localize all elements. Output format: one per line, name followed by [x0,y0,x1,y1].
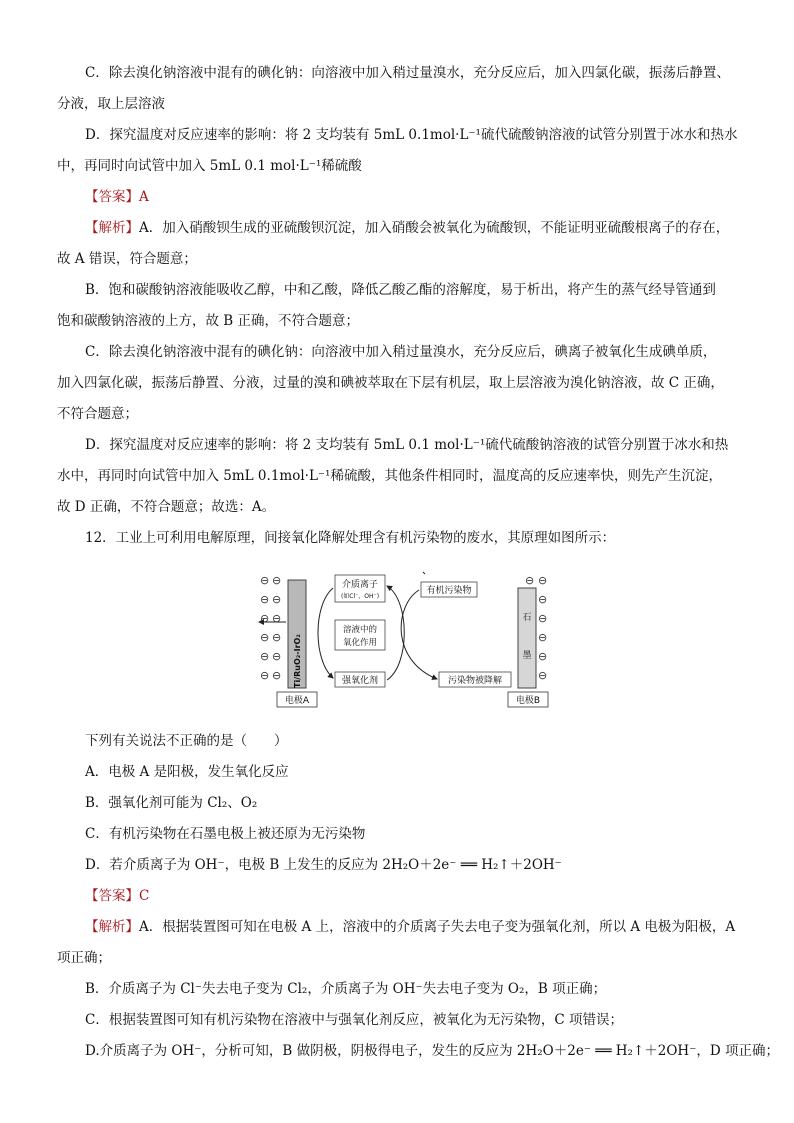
minus-sign-icon: ⊖ [260,574,270,587]
text-content: D.介质离子为 OH⁻，分析可知，B 做阴极，阴极得电子，发生的反应为 2H₂O＋2e⁻ ══ H₂↑＋2OH⁻，D 项正确； [85,1043,779,1059]
minus-sign-icon: ⊖ [260,593,270,606]
oxidation-line2: 氧化作用 [342,638,378,648]
minus-sign-icon: ⊖ [538,612,548,625]
electrode-b-material-top: 石 [522,613,532,623]
minus-sign-icon: ⊖ [272,650,282,663]
minus-sign-icon: ⊖ [538,593,548,606]
minus-sign-icon: ⊖ [272,593,282,606]
text-content: 饱和碳酸钠溶液的上方，故 B 正确，不符合题意； [57,313,360,329]
text-line-l3 [85,125,775,145]
text-content: 故 A 错误，符合题意； [57,251,197,267]
medium-ions-sub: (如Cl⁻、OH⁻) [340,593,380,600]
text-content: A．加入硝酸钡生成的亚硫酸钡沉淀，加入硝酸会被氧化为硫酸钡，不能证明亚硫酸根离子的存在， [139,220,730,236]
text-content: B．介质离子为 Cl⁻失去电子变为 Cl₂，介质离子为 OH⁻失去电子变为 O₂，B 项正确； [85,981,607,997]
electrode-b-label: 电极B [515,696,541,706]
text-line-l8 [85,280,775,300]
minus-sign-icon: ⊖ [260,669,270,682]
text-line-l18 [85,762,775,782]
minus-sign-icon: ⊖ [260,631,270,644]
electrolysis-diagram [255,570,555,715]
text-line-l25 [85,979,775,999]
pollutant-degraded-label: 污染物被降解 [447,676,503,686]
electrode-b-charges [538,574,547,682]
text-line-l5 [85,187,775,207]
text-line-l27 [85,1041,779,1061]
text-content: 不符合题意； [57,406,138,422]
text-line-l21 [85,855,775,875]
electrolysis-diagram-svg [255,570,555,715]
text-content: 项正确； [57,950,111,966]
text-content: 加入四氯化碳，振荡后静置、分液，过量的溴和碘被萃取在下层有机层，取上层溶液为溴化钠溶液，故 C 正确， [57,375,724,391]
text-line-l11 [57,373,747,393]
electrode-b-bar [518,588,536,688]
text-line-l9 [57,311,747,331]
text-line-l12 [57,404,747,424]
electrode-b-material-bottom: 墨 [522,651,532,661]
text-content: 【答案】C [85,888,150,904]
text-line-l26 [85,1010,775,1030]
minus-sign-icon: ⊖ [272,631,282,644]
text-content: 下列有关说法不正确的是（ ） [85,733,288,749]
strong-oxidant-label: 强氧化剂 [341,676,379,686]
text-content: 12．工业上可利用电解原理，间接氧化降解处理含有机污染物的废水，其原理如图所示： [85,530,616,546]
text-line-l16 [85,528,775,548]
text-line-l17 [85,731,775,751]
text-content: A．根据装置图可知在电极 A 上，溶液中的介质离子失去电子变为强氧化剂，所以 A 电极为阳极，A [139,919,736,935]
text-line-l19 [85,793,775,813]
organic-pollutant-label: 有机污染物 [426,586,472,596]
pollutant-arrow [401,590,437,679]
electrode-a-material: Ti/RuO₂-IrO₂ [293,634,302,688]
text-content: C．根据装置图可知有机污染物在溶液中与强氧化剂反应，被氧化为无污染物，C 项错误； [85,1012,623,1028]
text-line-l24 [57,948,747,968]
text-line-l14 [57,466,747,486]
minus-sign-icon: ⊖ [538,650,548,663]
text-line-l2 [57,94,747,114]
analysis-prefix: 【解析】 [85,919,139,935]
minus-sign-icon: ⊖ [538,574,548,587]
minus-sign-icon: ⊖ [525,574,535,587]
text-content: B．饱和碳酸钠溶液能吸收乙醇，中和乙酸，降低乙酸乙酯的溶解度，易于析出，将产生的蒸气经导管通到 [85,282,716,298]
minus-sign-icon: ⊖ [260,612,270,625]
text-line-l22 [85,886,775,906]
oxidation-line1: 溶液中的 [342,625,378,635]
text-line-l23 [85,917,775,937]
medium-ions-title: 介质离子 [341,580,379,590]
minus-sign-icon: ⊖ [538,669,548,682]
text-content: C．除去溴化钠溶液中混有的碘化钠：向溶液中加入稍过量溴水，充分反应后，碘离子被氧化生成碘单质， [85,344,717,360]
text-content: D．若介质离子为 OH⁻，电极 B 上发生的反应为 2H₂O＋2e⁻ ══ H₂↑＋2OH⁻ [85,857,562,873]
text-content: 故 D 正确，不符合题意；故选：A。 [57,499,276,515]
minus-sign-icon: ⊖ [272,669,282,682]
minus-sign-icon: ⊖ [272,612,282,625]
text-line-l20 [85,824,775,844]
text-content: D．探究温度对反应速率的影响：将 2 支均装有 5mL 0.1 mol·L⁻¹硫代硫酸钠溶液的试管分别置于冰水和热 [85,437,729,453]
text-content: B．强氧化剂可能为 Cl₂、O₂ [85,795,258,811]
minus-sign-icon: ⊖ [260,650,270,663]
electrode-a-charges [260,574,281,682]
cycle-arrow-left [318,588,333,678]
minus-sign-icon: ⊖ [272,574,282,587]
text-content: 【答案】A [85,189,149,205]
minus-sign-icon: ⊖ [538,631,548,644]
text-content: 水中，再同时向试管中加入 5mL 0.1mol·L⁻¹稀硫酸，其他条件相同时，温度高的反应速率快，则先产生沉淀， [57,468,722,484]
text-content: 中，再同时向试管中加入 5mL 0.1 mol·L⁻¹稀硫酸 [57,158,362,174]
text-line-l10 [85,342,775,362]
text-line-l7 [57,249,747,269]
text-line-l4 [57,156,747,176]
text-content: A．电极 A 是阳极，发生氧化反应 [85,764,289,780]
analysis-prefix: 【解析】 [85,220,139,236]
text-content: C．有机污染物在石墨电极上被还原为无污染物 [85,826,366,842]
text-content: D．探究温度对反应速率的影响：将 2 支均装有 5mL 0.1mol·L⁻¹硫代硫酸钠溶液的试管分别置于冰水和热水 [85,127,738,143]
text-content: 分液，取上层溶液 [57,96,165,112]
text-line-l13 [85,435,775,455]
text-content: C．除去溴化钠溶液中混有的碘化钠：向溶液中加入稍过量溴水，充分反应后，加入四氯化碳，振荡后静置、 [85,65,730,81]
text-line-l6 [85,218,775,238]
electrode-a-label: 电极A [284,696,310,706]
text-line-l1 [85,63,775,83]
text-line-l15 [57,497,747,517]
